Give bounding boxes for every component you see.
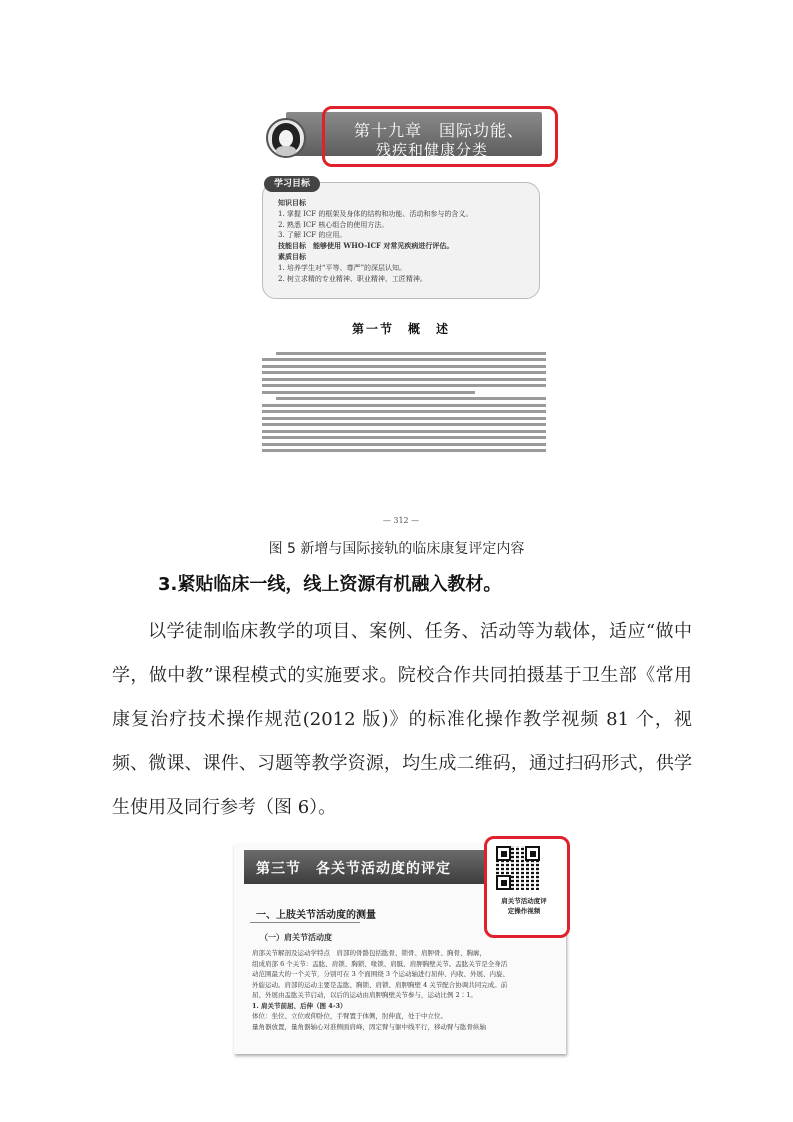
scanned-body-text — [262, 348, 546, 452]
chapter-title-line1: 第十九章 国际功能、 — [354, 121, 525, 140]
subsection-heading: 一、上肢关节活动度的测量 — [256, 910, 376, 921]
goals-line: 技能目标 能够使用 WHO-ICF 对常见疾病进行评估。 — [278, 241, 454, 251]
section-heading: 3.紧贴临床一线，线上资源有机融入教材。 — [158, 574, 502, 595]
goals-line: 素质目标 — [278, 251, 306, 261]
text-line: 组成肩部 6 个关节：盂肱、肩锁、胸锁、喙锁、肩胝、肩胛胸壁关节。盂肱关节是全身活 — [252, 959, 508, 968]
qr-code-label — [488, 896, 560, 916]
text-line: 肩部关节解剖及运动学特点 肩部的骨骼包括肱骨、锁骨、肩胛骨、胸骨、胸廓， — [252, 949, 486, 957]
goals-line: 知识目标 — [278, 198, 306, 207]
figure-5-caption: 图 5 新增与国际接轨的临床康复评定内容 — [268, 541, 525, 557]
learning-goals-tab: 学习目标 — [264, 176, 320, 192]
text-line: 1. 肩关节前屈、后伸（图 4-3） — [252, 1001, 347, 1010]
highlight-box-chapter — [322, 106, 558, 167]
goals-line: 3. 了解 ICF 的应用。 — [278, 231, 347, 240]
heading-underline — [250, 922, 360, 923]
learning-goals-list — [278, 198, 528, 284]
goals-line: 2. 树立求精的专业精神、职业精神、工匠精神。 — [278, 274, 427, 283]
figure-5 — [240, 100, 562, 532]
avatar-icon — [266, 118, 306, 158]
text-line: 量角器放置，量角器轴心对准侧面肩峰，固定臂与躯中线平行，移动臂与肱骨纵轴 — [252, 1022, 486, 1031]
goals-line: 1. 掌握 ICF 的框架及身体的结构和功能、活动和参与的含义。 — [278, 209, 473, 218]
goals-line: 1. 培养学生对“平等、尊严”的深层认知。 — [278, 263, 407, 272]
subsubsection-heading: （一）肩关节活动度 — [260, 932, 332, 942]
text-line: 外旋运动。肩部的运动主要是盂肱、胸锁、肩锁、肩胛胸壁 4 关节配合协调共同完成。前 — [252, 980, 508, 989]
paragraph-text: 以学徒制临床教学的项目、案例、任务、活动等为载体，适应“做中学，做中教”课程模式的实施要求。院校合作共同拍摄基于卫生部《常用康复治疗技术操作规范(2012 版)》的标准化操作教学视频 81 个，视频、微课、课件、习题等教学资源，均生成二维码，通过扫码形式，供学生使用及同行参考（图 6）。 — [112, 621, 692, 818]
body-paragraph — [112, 610, 692, 830]
page-number: — 312 — — [382, 516, 420, 525]
qr-code-icon[interactable] — [496, 846, 540, 890]
figure-6-body-text — [252, 948, 552, 1032]
chapter-title-line2: 残疾和健康分类 — [376, 141, 489, 159]
qr-label-line2: 定操作视频 — [507, 907, 541, 915]
section-title: 第一节 概 述 — [351, 322, 450, 336]
section-title-bar-text: 第三节 各关节活动度的评定 — [256, 861, 451, 877]
text-line: 动范围最大的一个关节，分别可在 3 个面围绕 3 个运动轴进行屈伸、内收、外展、内旋、 — [252, 970, 510, 978]
figure-6 — [234, 836, 570, 1056]
text-line: 体位：坐位、立位或仰卧位，手臂置于体侧，肘伸直，处于中立位。 — [252, 1012, 447, 1020]
text-line: 屈、外展由盂肱关节启动，以后的运动由肩胛胸壁关节参与，运动比例 2∶1。 — [252, 991, 477, 999]
goals-line: 2. 熟悉 ICF 核心组合的使用方法。 — [278, 220, 389, 229]
qr-label-line1: 肩关节活动度评 — [501, 897, 547, 905]
